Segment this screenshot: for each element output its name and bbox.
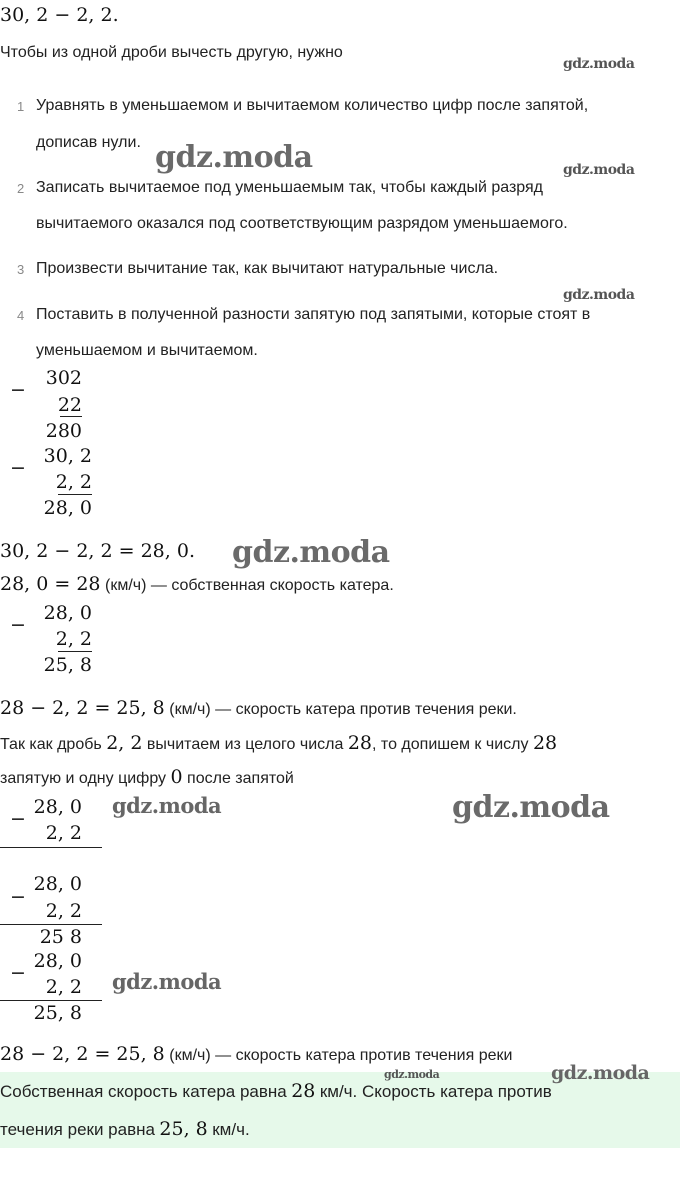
rule-1-line-2: дописав нули. [36,134,141,151]
minuend: 30, 2 [43,445,92,467]
intro-text: Чтобы из одной дроби вычесть другую, нужно [0,44,343,61]
rule-4-line-1: Поставить в полученной разности запятую под запятыми, которые стоят в [36,306,591,323]
equation-4 [0,1043,512,1065]
difference: 25 8 [39,926,82,948]
watermark: gdz.moda [232,535,390,570]
minuend: 302 [45,367,82,389]
result-line [0,924,102,925]
equation-3-math: 28 − 2, 2 = 25, 8 [0,697,165,719]
watermark: gdz.moda [551,1062,650,1084]
subtrahend: 2, 2 [55,628,92,650]
note-line-2: запятую и одну цифру 0 после запятой [0,766,294,788]
minuend: 28, 0 [33,796,82,818]
watermark: gdz.moda [563,56,635,72]
difference: 280 [45,420,82,442]
rule-3-line-1: Произвести вычитание так, как вычитают натуральные числа. [36,260,499,277]
header-expression: 30, 2 − 2, 2. [0,4,119,26]
equation-4-math: 28 − 2, 2 = 25, 8 [0,1043,165,1065]
minus-sign: − [10,962,26,984]
equation-4-text: (км/ч) — скорость катера против течения реки [169,1047,513,1064]
watermark: gdz.moda [452,790,610,825]
watermark: gdz.moda [155,140,313,175]
minus-sign: − [10,614,26,636]
minuend: 28, 0 [33,873,82,895]
result-line [60,416,82,417]
equation-2-text: (км/ч) — собственная скорость катера. [104,577,394,594]
rule-number-1: 1 [17,99,25,114]
equation-2-math: 28, 0 = 28 [0,573,101,595]
subtrahend: 2, 2 [45,900,82,922]
subtrahend: 2, 2 [45,976,82,998]
rule-number-2: 2 [17,181,25,196]
minus-sign: − [10,379,26,401]
difference: 28, 0 [43,497,92,519]
rule-1-line-1: Уравнять в уменьшаемом и вычитаемом количество цифр после запятой, [36,97,589,114]
result-line [58,494,92,495]
subtrahend: 2, 2 [55,471,92,493]
watermark: gdz.moda [112,793,222,818]
rule-4-line-2: уменьшаемом и вычитаемом. [36,342,258,359]
note-line-1: Так как дробь 2, 2 вычитаем из целого числа 28, то допишем к числу 28 [0,732,558,754]
difference: 25, 8 [43,654,92,676]
subtrahend: 22 [57,394,82,416]
equation-1: 30, 2 − 2, 2 = 28, 0. [0,540,195,562]
result-line [0,1000,102,1001]
watermark: gdz.moda [563,162,635,178]
watermark: gdz.moda [384,1068,440,1081]
result-line [0,847,102,848]
minuend: 28, 0 [33,950,82,972]
answer-line-2: течения реки равна 25, 8 км/ч. [0,1118,250,1140]
equation-3-text: (км/ч) — скорость катера против течения реки. [169,701,517,718]
difference: 25, 8 [33,1002,82,1024]
watermark: gdz.moda [112,969,222,994]
rule-number-4: 4 [17,308,25,323]
rule-2-line-1: Записать вычитаемое под уменьшаемым так, чтобы каждый разряд [36,179,544,196]
equation-3 [0,697,517,719]
rule-2-line-2: вычитаемого оказался под соответствующим разрядом уменьшаемого. [36,215,568,232]
equation-2 [0,573,394,595]
watermark: gdz.moda [563,287,635,303]
subtrahend: 2, 2 [45,822,82,844]
answer-line-1: Собственная скорость катера равна 28 км/ч. Скорость катера против [0,1080,552,1102]
result-line [58,651,92,652]
minus-sign: − [10,457,26,479]
minuend: 28, 0 [43,602,92,624]
minus-sign: − [10,886,26,908]
minus-sign: − [10,808,26,830]
rule-number-3: 3 [17,262,25,277]
